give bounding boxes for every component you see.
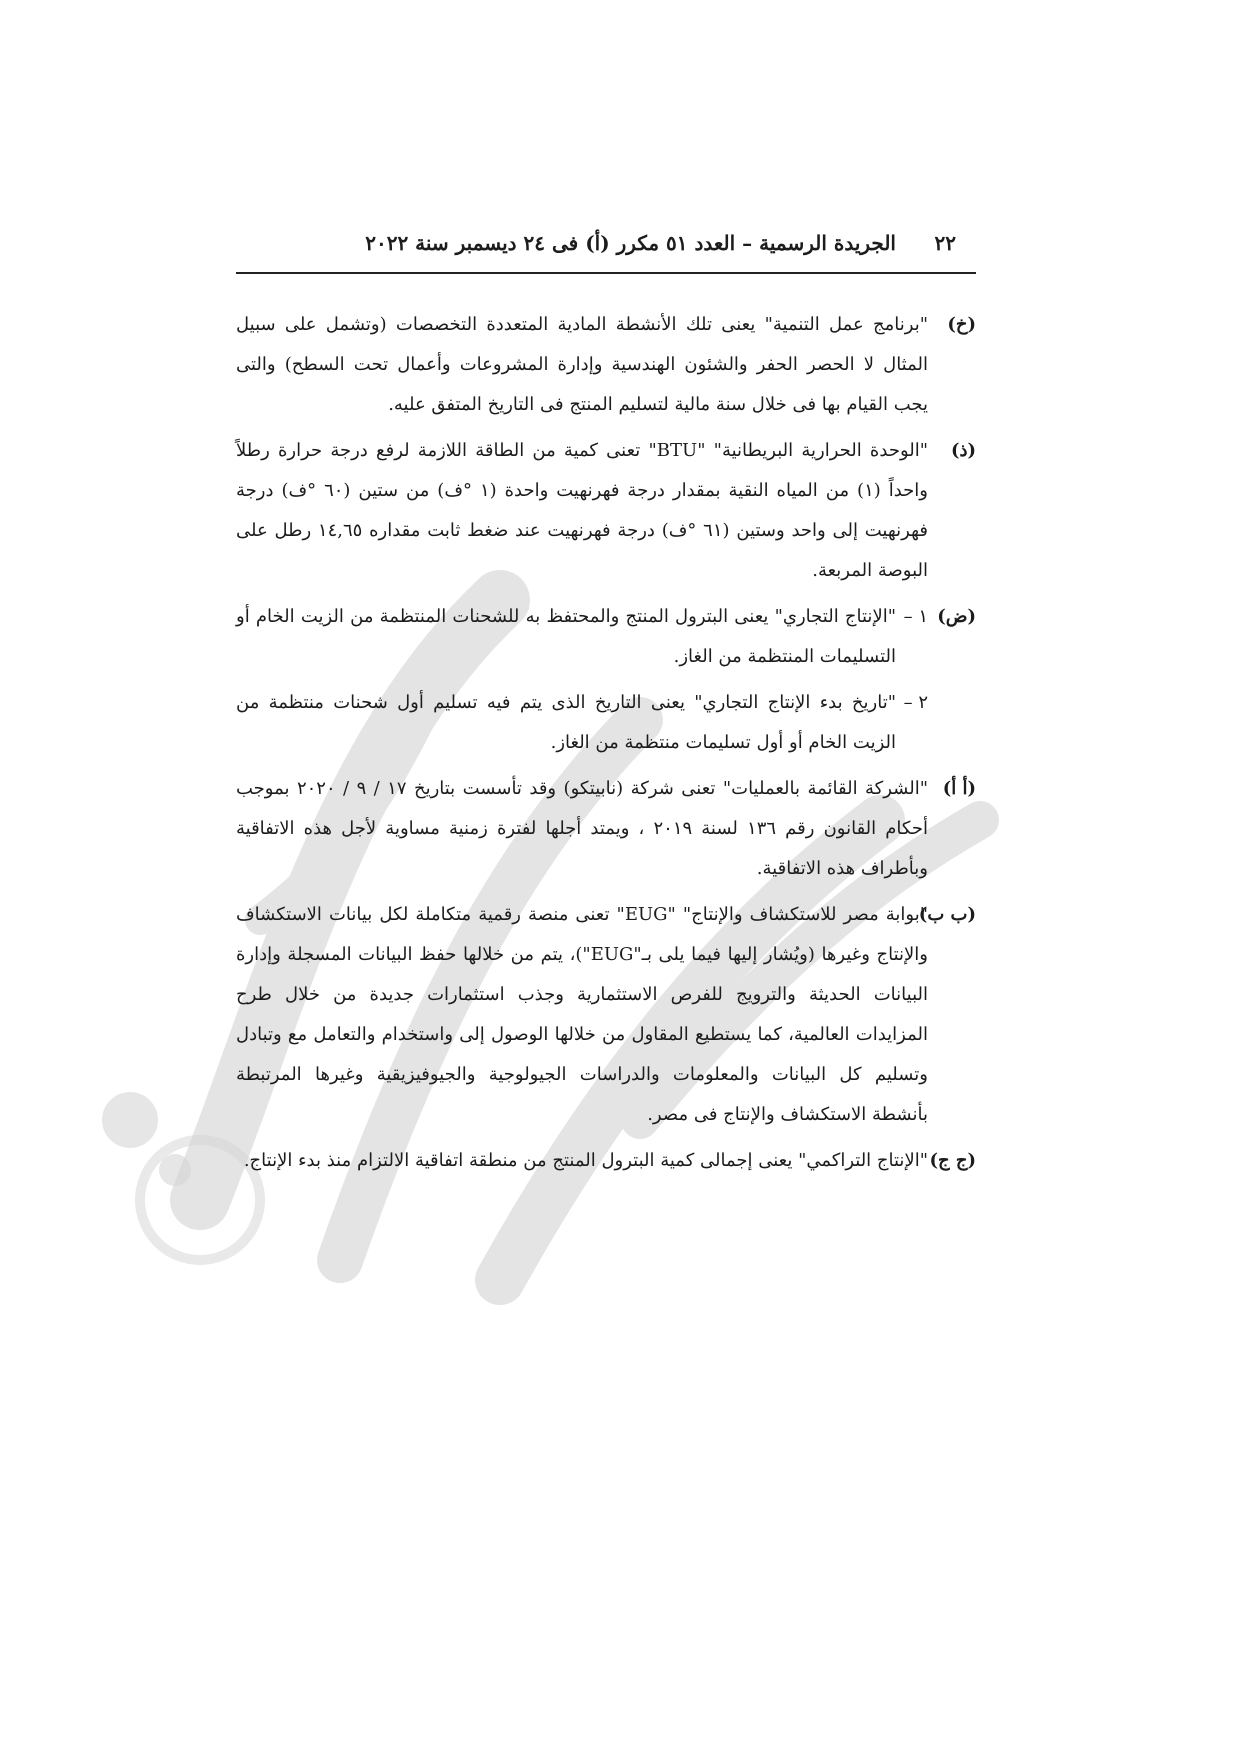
header-divider: [236, 272, 976, 274]
subitem-commercial-production-date: [236, 683, 928, 763]
subitem-number: ١ –: [903, 606, 928, 627]
subitem-text: "تاريخ بدء الإنتاج التجاري" يعنى التاريخ الذى يتم فيه تسليم أول شحنات منتظمة من الزيت الخام أو أول تسليمات منتظمة من الغاز.: [236, 692, 896, 753]
definition-kha: [236, 305, 976, 425]
definition-bb: [236, 895, 976, 1135]
definitions-list: [236, 305, 976, 1187]
definition-dhal: [236, 431, 976, 591]
definition-label: (خ): [947, 314, 976, 335]
definition-label: (ذ): [950, 440, 976, 461]
definition-label: (ج ج): [929, 1150, 976, 1171]
definition-text: "بوابة مصر للاستكشاف والإنتاج" "EUG" تعنى منصة رقمية متكاملة لكل بيانات الاستكشاف والإنتاج وغيرها (ويُشار إليها فيما يلى بـ"EUG")، يتم من خلالها حفظ البيانات المسجلة وإدارة البيانات الحديثة والترويج للفرص الاستثمارية وجذب استثمارات جديدة من خلال طرح المزايدات العالمية، كما يستطيع المقاول من خلالها الوصول إلى واستخدام والتعامل مع وتبادل وتسليم كل البيانات والمعلومات والدراسات الجيولوجية والجيوفيزيقية وغيرها المرتبطة بأنشطة الاستكشاف والإنتاج فى مصر.: [236, 904, 928, 1125]
definition-label: (أ أ): [942, 778, 976, 799]
gazette-title: الجريدة الرسمية – العدد ٥١ مكرر (أ) فى ٢٤ ديسمبر سنة ٢٠٢٢: [365, 231, 896, 255]
definition-text: "الإنتاج التراكمي" يعنى إجمالى كمية البترول المنتج من منطقة اتفاقية الالتزام منذ بدء الإنتاج.: [243, 1150, 928, 1171]
subitem-number: ٢ –: [903, 692, 928, 713]
definition-dad: [236, 597, 976, 769]
definition-text: "برنامج عمل التنمية" يعنى تلك الأنشطة المادية المتعددة التخصصات (وتشمل على سبيل المثال لا الحصر الحفر والشئون الهندسية وإدارة المشروعات وأعمال تحت السطح) والتى يجب القيام بها فى خلال سنة مالية لتسليم المنتج فى التاريخ المتفق عليه.: [236, 314, 929, 415]
definition-label: (ب ب): [918, 904, 976, 925]
definition-text: "الشركة القائمة بالعمليات" تعنى شركة (نابيتكو) وقد تأسست بتاريخ ١٧ / ٩ / ٢٠٢٠ بموجب أحكام القانون رقم ١٣٦ لسنة ٢٠١٩ ، ويمتد أجلها لفترة زمنية مساوية لأجل هذه الاتفاقية وبأطراف هذه الاتفاقية.: [236, 778, 928, 879]
page-header: [236, 228, 976, 274]
definition-label: (ض): [937, 606, 976, 627]
definition-subitems: [236, 597, 928, 769]
page-number: ٢٢: [934, 231, 956, 255]
definition-jj: [236, 1141, 976, 1181]
subitem-text: "الإنتاج التجاري" يعنى البترول المنتج والمحتفظ به للشحنات المنتظمة من الزيت الخام أو التسليمات المنتظمة من الغاز.: [236, 606, 896, 667]
definition-text: "الوحدة الحرارية البريطانية" "BTU" تعنى كمية من الطاقة اللازمة لرفع درجة حرارة رطلاً واحداً (١) من المياه النقية بمقدار درجة فهرنهيت واحدة (١ °ف) من ستين (٦٠ °ف) درجة فهرنهيت إلى واحد وستين (٦١ °ف) درجة فهرنهيت عند ضغط ثابت مقداره ١٤,٦٥ رطل على البوصة المربعة.: [236, 440, 929, 581]
definition-aa: [236, 769, 976, 889]
subitem-commercial-production: [236, 597, 928, 677]
